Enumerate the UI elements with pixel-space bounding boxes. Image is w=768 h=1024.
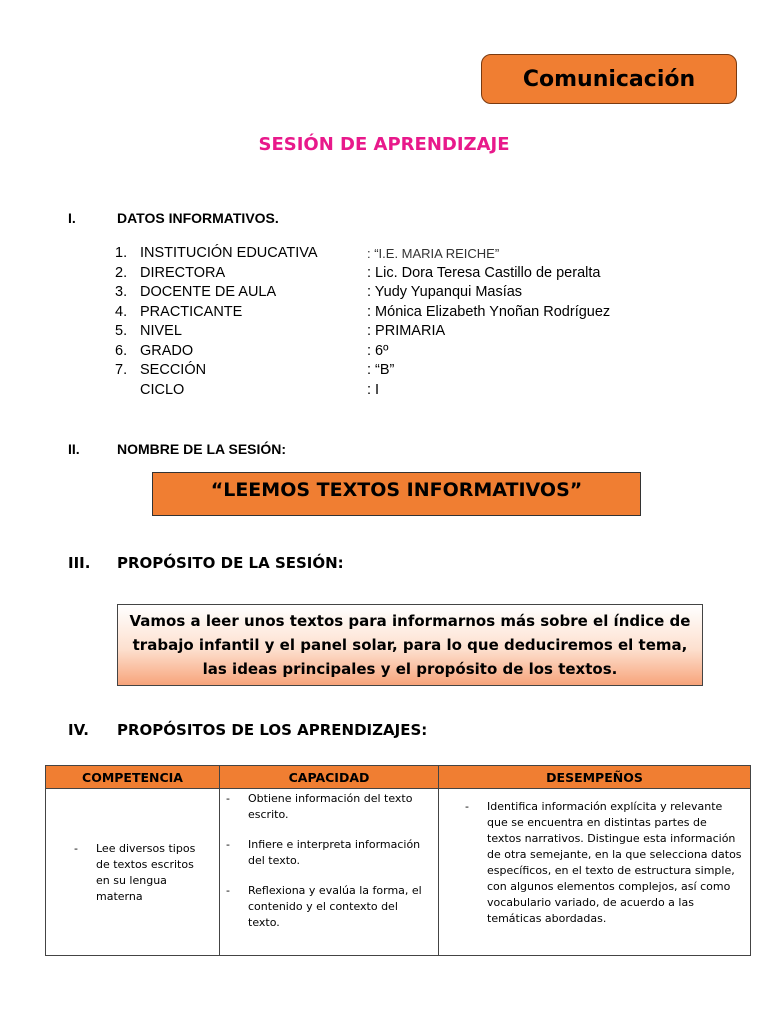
info-label: NIVEL [140,323,182,339]
info-number: 5. [115,323,128,339]
capacidad-item [226,883,432,931]
dash-bullet: - [226,792,230,805]
info-value: : Yudy Yupanqui Masías [367,284,523,300]
info-value: : 6º [367,342,389,359]
section-2-number: II. [68,441,80,457]
table-header-row [46,766,751,789]
desempeno-text: Identifica información explícita y relevante que se encuentra en distintas partes de textos narrativos. Distingue esta información de otra semejante, en la que selecciona datos específicos, en el texto de estructura simple, con algunos elementos complejos, así como vocabulario variado, de acuerdo a las temáticas abordadas. [487,800,742,925]
info-row-grado [115,342,675,362]
info-label: DIRECTORA [140,264,226,281]
info-row-institucion [115,244,675,264]
info-number: 3. [115,284,128,300]
info-value: : Mónica Elizabeth Ynoñan Rodríguez [367,303,611,320]
info-value: : PRIMARIA [367,323,446,339]
info-number: 6. [115,342,128,359]
info-label: SECCIÓN [140,362,207,378]
section-4-number: IV. [68,721,89,739]
dash-bullet: - [465,800,469,813]
info-value: : “I.E. MARIA REICHE” [367,246,500,261]
page-title: SESIÓN DE APRENDIZAJE [258,134,510,155]
capacidad-cell [220,789,439,956]
info-value: : I [367,381,380,398]
capacidad-text: Infiere e interpreta información del texto. [248,838,421,867]
info-number: 1. [115,245,128,261]
section-2-title: NOMBRE DE LA SESIÓN: [117,441,287,457]
info-number: 4. [115,303,128,320]
subject-badge [481,54,737,104]
info-row-nivel [115,322,675,342]
capacidad-text: Obtiene información del texto escrito. [248,792,413,821]
desempeno-item [465,799,744,927]
dash-bullet: - [226,884,230,897]
section-4-title: PROPÓSITOS DE LOS APRENDIZAJES: [117,721,428,739]
header-capacidad: CAPACIDAD [220,766,439,789]
info-label: GRADO [140,342,194,359]
info-row-docente [115,283,675,303]
competencia-item [74,841,211,905]
session-purpose-box [117,604,703,686]
section-1-number: I. [68,210,76,226]
info-value: : Lic. Dora Teresa Castillo de peralta [367,264,601,281]
info-list [115,244,675,400]
info-value: : “B” [367,362,395,378]
competencia-text: Lee diversos tipos de textos escritos en su lengua materna [96,842,196,903]
dash-bullet: - [74,842,78,855]
header-desempenos: DESEMPEÑOS [439,766,751,789]
info-row-ciclo [115,381,675,401]
header-competencia: COMPETENCIA [46,766,220,789]
learning-purposes-table [45,765,751,956]
table-row [46,789,751,956]
info-label: CICLO [140,381,185,398]
capacidad-item [226,837,432,869]
section-3-title: PROPÓSITO DE LA SESIÓN: [117,554,344,572]
dash-bullet: - [226,838,230,851]
session-purpose-text: Vamos a leer unos textos para informarnos más sobre el índice de trabajo infantil y el panel solar, para lo que deduciremos el tema, las ideas principales y el propósito de los textos. [129,612,691,678]
info-number [115,381,140,401]
info-number: 2. [115,264,128,281]
info-label: DOCENTE DE AULA [140,284,277,300]
session-name: “LEEMOS TEXTOS INFORMATIVOS” [210,479,583,501]
section-3-number: III. [68,554,91,572]
info-number: 7. [115,362,128,378]
info-row-seccion [115,361,675,381]
capacidad-text: Reflexiona y evalúa la forma, el contenido y el contexto del texto. [248,884,422,929]
info-label: INSTITUCIÓN EDUCATIVA [140,245,318,261]
subject-label: Comunicación [522,66,696,92]
info-row-practicante [115,303,675,323]
desempeno-cell [439,789,751,956]
capacidad-item [226,791,432,823]
info-row-directora [115,264,675,284]
info-label: PRACTICANTE [140,303,243,320]
section-1-title: DATOS INFORMATIVOS. [117,210,279,226]
session-name-box [152,472,641,516]
competencia-cell [46,789,220,956]
